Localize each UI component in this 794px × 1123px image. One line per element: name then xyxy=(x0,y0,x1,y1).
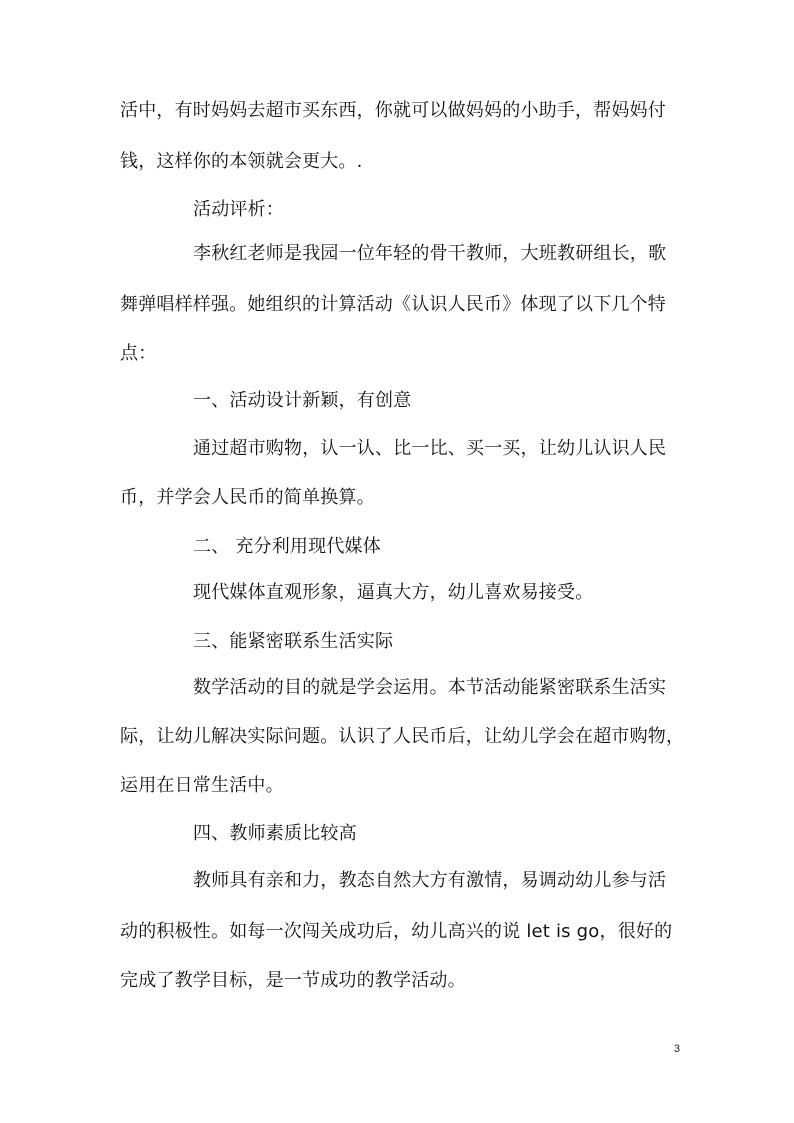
body-text-line: 现代媒体直观形象，逼真大方，幼儿喜欢易接受。 xyxy=(193,582,594,603)
body-text-line: 钱，这样你的本领就会更大。. xyxy=(120,151,363,172)
body-text-line: 通过超市购物，认一认、比一比、买一买，让幼儿认识人民 xyxy=(193,438,667,459)
page-number: 3 xyxy=(673,1043,680,1055)
subheading: 四、教师素质比较高 xyxy=(193,823,357,844)
subheading: 二、 充分利用现代媒体 xyxy=(193,536,381,557)
subheading: 一、活动设计新颖，有创意 xyxy=(193,390,412,411)
body-text-line: 运用在日常生活中。 xyxy=(120,775,284,796)
body-text-line: 舞弹唱样样强。她组织的计算活动《认识人民币》体现了以下几个特 xyxy=(120,294,666,315)
subheading: 三、能紧密联系生活实际 xyxy=(193,631,394,652)
body-text-line: 点： xyxy=(120,343,157,364)
body-text-line: 币，并学会人民币的简单换算。 xyxy=(120,487,375,508)
section-heading: 活动评析： xyxy=(193,199,284,220)
body-text-line: 李秋红老师是我园一位年轻的骨干教师，大班教研组长，歌 xyxy=(193,243,667,264)
body-text-line: 动的积极性。如每一次闯关成功后，幼儿高兴的说 let is go，很好的 xyxy=(120,921,673,942)
body-text-line: 际，让幼儿解决实际问题。认识了人民币后，让幼儿学会在超市购物， xyxy=(120,726,685,747)
body-text-line: 活中，有时妈妈去超市买东西，你就可以做妈妈的小助手，帮妈妈付 xyxy=(120,100,666,121)
body-text-line: 完成了教学目标，是一节成功的教学活动。 xyxy=(120,970,466,991)
body-text-line: 数学活动的目的就是学会运用。本节活动能紧密联系生活实 xyxy=(193,677,667,698)
body-text-line: 教师具有亲和力，教态自然大方有激情，易调动幼儿参与活 xyxy=(193,870,667,891)
